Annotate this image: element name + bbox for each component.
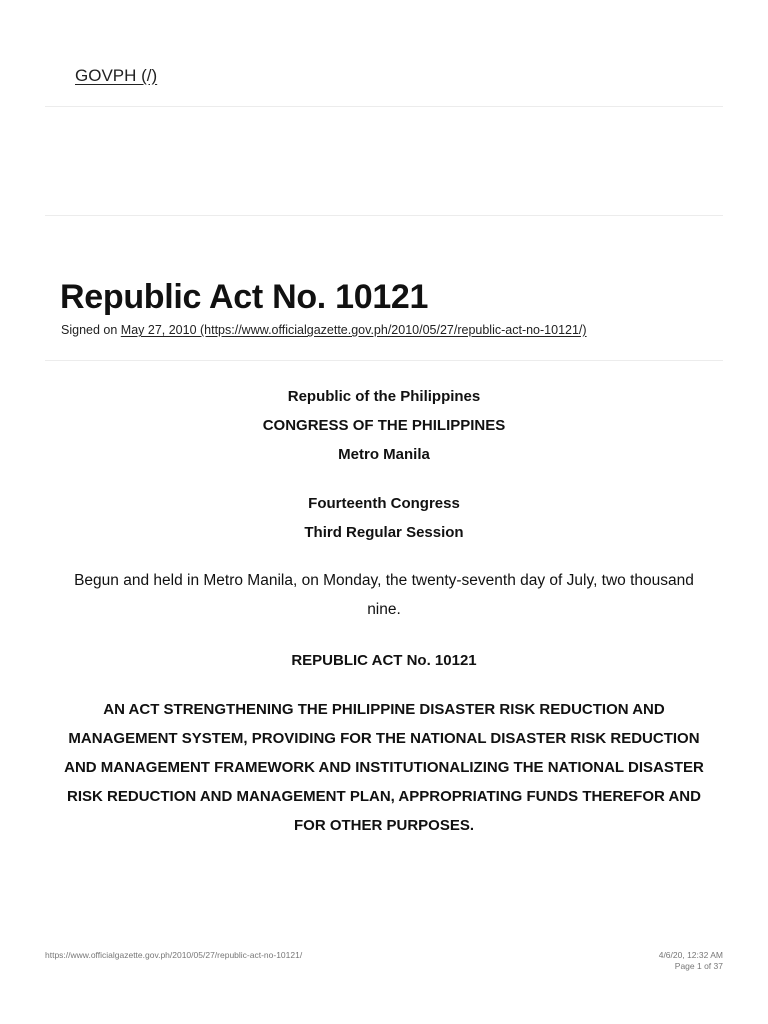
header-divider [45,106,723,107]
signed-date-line [61,323,587,337]
heading-line-congress: CONGRESS OF THE PHILIPPINES [262,417,506,434]
session-line-regular: Third Regular Session [304,524,464,541]
begun-statement: Begun and held in Metro Manila, on Monday, the twenty-seventh day of July, two thousand nine. [74,572,694,618]
act-number-heading: REPUBLIC ACT No. 10121 [291,652,477,669]
heading-line-location: Metro Manila [338,446,430,463]
signed-prefix: Signed on [61,323,121,337]
session-heading [45,489,723,547]
footer-meta [659,950,723,972]
act-title: AN ACT STRENGTHENING THE PHILIPPINE DISASTER RISK REDUCTION AND MANAGEMENT SYSTEM, PROVIDING FOR THE NATIONAL DISASTER RISK REDUCTION AND MANAGEMENT FRAMEWORK AND INSTITUTIONALIZING THE NATIONAL DISASTER RISK REDUCTION AND MANAGEMENT PLAN, APPROPRIATING FUNDS THEREFOR AND FOR OTHER PURPOSES. [64,701,704,834]
govph-link[interactable]: GOVPH (/) [75,66,158,85]
page-title: Republic Act No. 10121 [60,278,429,316]
footer-datetime: 4/6/20, 12:32 AM [658,950,723,960]
footer-page-info: Page 1 of 37 [674,961,723,971]
signed-date-link[interactable]: May 27, 2010 (https://www.officialgazette.gov.ph/2010/05/27/republic-act-no-10121/) [120,323,587,337]
session-line-congress: Fourteenth Congress [308,495,460,512]
title-divider [45,360,723,361]
issuing-body-heading [45,382,723,469]
heading-line-republic: Republic of the Philippines [287,388,481,405]
section-divider [45,215,723,216]
footer-url: https://www.officialgazette.gov.ph/2010/05/27/republic-act-no-10121/ [45,950,303,960]
